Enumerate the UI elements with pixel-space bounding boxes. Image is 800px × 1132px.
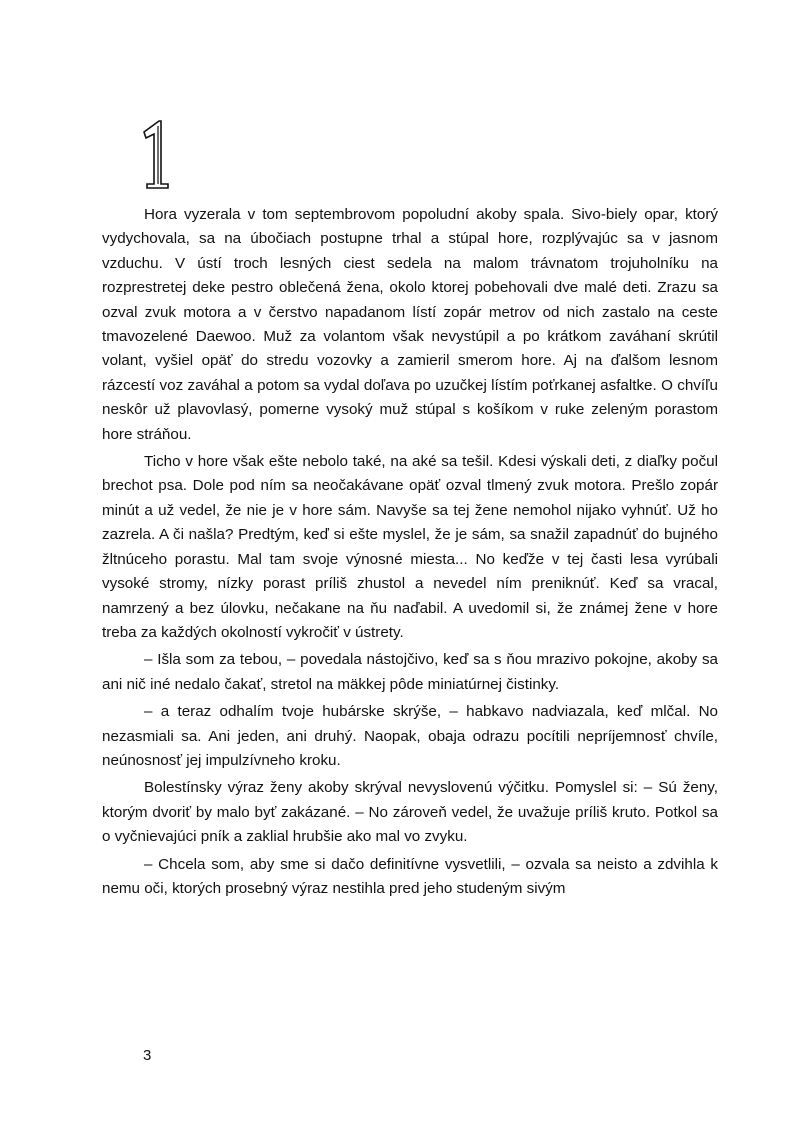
paragraph-5: Bolestínsky výraz ženy akoby skrýval nevyslovenú výčitku. Pomyslel si: – Sú ženy, ktorým dvoriť by malo byť zakázané. – No zároveň vedel, že uvažuje príliš kruto. Potkol sa o vyčnievajúci pník a zaklial hrubšie ako mal vo zvyku.	[102, 779, 718, 846]
paragraph-2: Ticho v hore však ešte nebolo také, na aké sa tešil. Kdesi výskali deti, z diaľky počul brechot psa. Dole pod ním sa neočakávane opäť ozval tlmený zvuk motora. Prešlo zopár minút a už vedel, že nie je v hore sám. Navyše sa tej žene nemohol nijako vyhnúť. Už ho zazrela. A či našla? Predtým, keď si ešte myslel, že je sám, sa snažil zapadnúť do bujného žltnúceho porastu. Mal tam svoje výnosné miesta... No keďže v tej časti lesa vyrúbali vysoké stromy, nízky porast príliš zhustol a nevedel ním preniknúť. Keď sa vracal, namrzený a bez úlovku, nečakane na ňu naďabil. A uvedomil si, že známej žene v hore treba za každých okolností vykročiť v ústrety.	[102, 453, 718, 641]
page-number: 3	[143, 1047, 152, 1064]
paragraph-1: Hora vyzerala v tom septembrovom popoludní akoby spala. Sivo-biely opar, ktorý vydychovala, sa na úbočiach postupne trhal a stúpal hore, rozplývajúc sa v jasnom vzduchu. V ústí troch lesných ciest sedela na malom trávnatom trojuholníku na rozprestretej deke pestro oblečená žena, okolo ktorej pobehovali dve malé deti. Zrazu sa ozval zvuk motora a v čerstvo napadanom lístí zopár metrov od nich zastalo na ceste tmavozelené Daewoo. Muž za volantom však nevystúpil a po krátkom zaváhaní skrútil volant, vyšiel opäť do stredu vozovky a zamieril smerom hore. Aj na ďalšom lesnom rázcestí voz zaváhal a potom sa vydal doľava po uzučkej lístím poťrkanej asfaltke. O chvíľu neskôr už plavovlasý, pomerne vysoký muž stúpal s košíkom v ruke zeleným porastom hore stráňou.	[102, 206, 718, 443]
paragraph-6: – Chcela som, aby sme si dačo definitívne vysvetlili, – ozvala sa neisto a zdvihla k nemu oči, ktorých prosebný výraz nestihla pred jeho studeným sivým	[102, 855, 718, 897]
chapter-body	[102, 203, 718, 904]
paragraph-3: – Išla som za tebou, – povedala nástojčivo, keď sa s ňou mrazivo pokojne, akoby sa ani nič iné nedalo čakať, stretol na mäkkej pôde miniatúrnej čistinky.	[102, 651, 718, 693]
paragraph-4: – a teraz odhalím tvoje hubárske skrýše, – habkavo nadviazala, keď mlčal. No nezasmiali sa. Ani jeden, ani druhý. Naopak, obaja odrazu pocítili nepríjemnosť chvíle, neúnosnosť jej impulzívneho kroku.	[102, 703, 718, 769]
chapter-number-glyph	[141, 118, 171, 190]
